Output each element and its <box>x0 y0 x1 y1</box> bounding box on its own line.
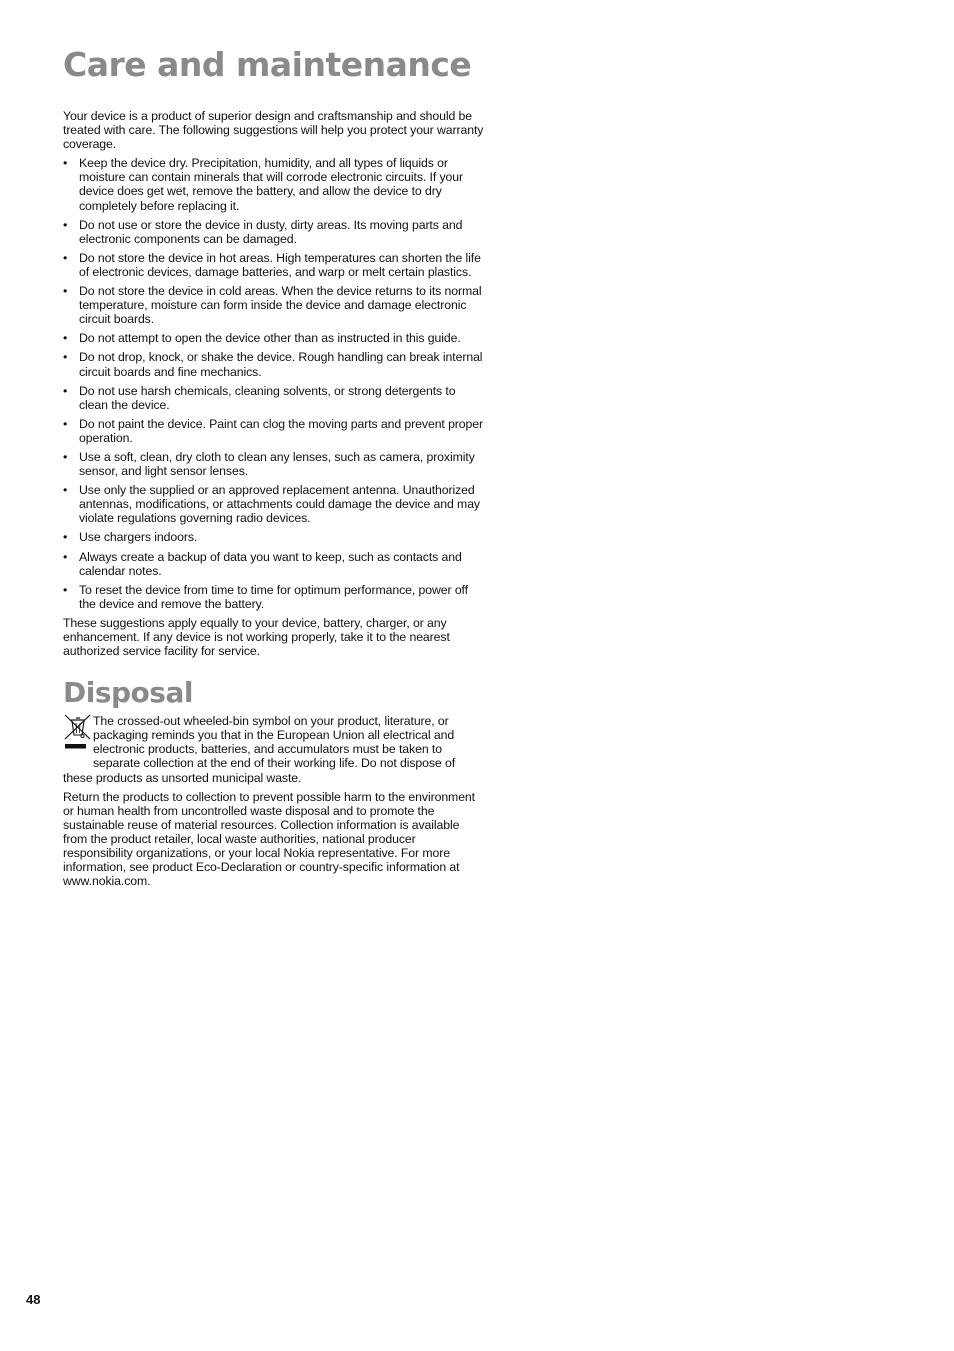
page-number: 48 <box>26 1292 41 1307</box>
bullet-dot: • <box>63 582 68 597</box>
bullet-dot: • <box>63 156 68 171</box>
crossed-out-wheeled-bin-icon <box>63 714 93 756</box>
bullet-dot: • <box>63 331 68 346</box>
bullet-dot: • <box>63 250 68 265</box>
bullet-dot: • <box>63 549 68 564</box>
list-item: • Do not use or store the device in dusty, dirty areas. Its moving parts and electronic components can be damaged. <box>63 217 463 246</box>
care-outro: These suggestions apply equally to your device, battery, charger, or any enhancement. If any device is not working properly, take it to the nearest authorized service facility for service. <box>63 615 450 659</box>
disposal-title: Disposal <box>63 676 193 710</box>
care-bullet-list <box>63 156 485 611</box>
content-column <box>63 40 485 888</box>
list-item: • Use a soft, clean, dry cloth to clean any lenses, such as camera, proximity sensor, and light sensor lenses. <box>63 449 475 479</box>
bullet-dot: • <box>63 449 68 464</box>
disposal-notice <box>63 714 485 784</box>
list-item: • Use chargers indoors. <box>63 530 198 545</box>
disposal-return-text: Return the products to collection to prevent possible harm to the environment or human health from uncontrolled waste disposal and to promote the sustainable reuse of material resources. Collection information is available from the product retailer, local waste authorities, national producer responsibility organizations, or your local Nokia representative. For more information, see product Eco-Declaration or country-specific information at www.nokia.com. <box>63 789 475 889</box>
list-item: • Keep the device dry. Precipitation, humidity, and all types of liquids or moisture can contain minerals that will corrode electronic circuits. If your device does get wet, remove the battery, and allow the device to dry completely before replacing it. <box>63 156 464 213</box>
bullet-dot: • <box>63 483 68 498</box>
disposal-text: The crossed-out wheeled-bin symbol on your product, literature, or packaging reminds you that in the European Union all electrical and electronic products, batteries, and accumulators must be taken to separate collection at the end of their working life. Do not dispose of <box>93 714 456 771</box>
bullet-dot: • <box>63 416 68 431</box>
list-item: • To reset the device from time to time for optimum performance, power off the device and remove the battery. <box>63 582 468 611</box>
bullet-dot: • <box>63 284 68 299</box>
disposal-text-tail: these products as unsorted municipal waste. <box>63 770 302 785</box>
care-intro: Your device is a product of superior design and craftsmanship and should be treated with care. The following suggestions will help you protect your warranty coverage. <box>63 109 484 152</box>
list-item: • Do not drop, knock, or shake the device. Rough handling can break internal circuit boards and fine mechanics. <box>63 350 483 379</box>
list-item: • Always create a backup of data you want to keep, such as contacts and calendar notes. <box>63 549 462 578</box>
list-item: • Do not use harsh chemicals, cleaning solvents, or strong detergents to clean the device. <box>63 383 456 412</box>
bullet-dot: • <box>63 350 68 365</box>
care-title: Care and maintenance <box>63 45 472 84</box>
list-item: • Do not attempt to open the device other than as instructed in this guide. <box>63 331 461 346</box>
list-item: • Do not store the device in hot areas. High temperatures can shorten the life of electronic devices, damage batteries, and warp or melt certain plastics. <box>63 250 481 279</box>
list-item: • Do not paint the device. Paint can clog the moving parts and prevent proper operation. <box>63 416 484 445</box>
list-item: • Use only the supplied or an approved replacement antenna. Unauthorized antennas, modifications, or attachments could damage the device and may violate regulations governing radio devices. <box>63 483 480 526</box>
bullet-dot: • <box>63 217 68 232</box>
bullet-dot: • <box>63 383 68 398</box>
list-item: • Do not store the device in cold areas. When the device returns to its normal temperature, moisture can form inside the device and damage electronic circuit boards. <box>63 284 482 327</box>
bullet-dot: • <box>63 530 68 545</box>
